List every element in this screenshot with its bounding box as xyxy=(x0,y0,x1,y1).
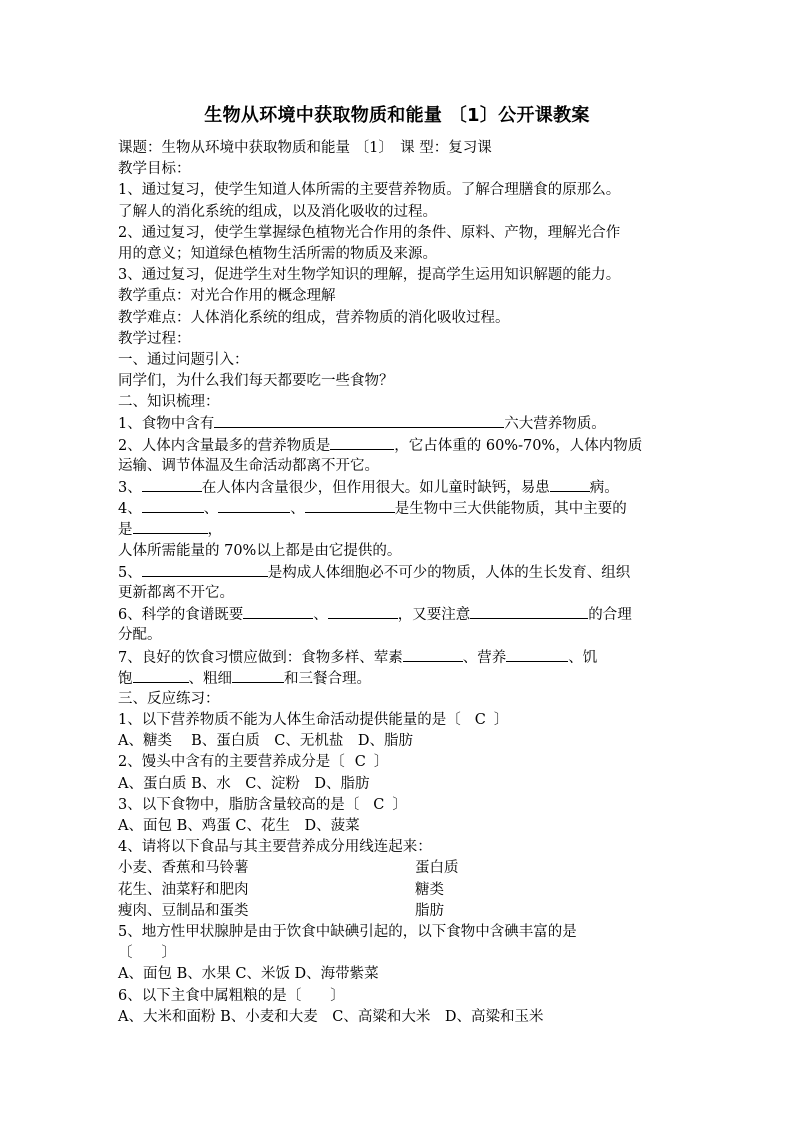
q1-close: 〕 xyxy=(493,712,509,729)
k7-middle: 、营养 xyxy=(462,649,507,666)
k6-sep: 、 xyxy=(313,607,328,624)
k1-suffix: 六大营养物质。 xyxy=(504,416,606,433)
k4-cont-prefix: 是 xyxy=(118,522,133,539)
goal-heading: 教学目标： xyxy=(118,161,191,178)
k7-cont-middle: 、粗细 xyxy=(188,670,232,687)
process-heading: 教学过程： xyxy=(118,330,191,347)
goal-2a: 2、通过复习，使学生掌握绿色植物光合作用的条件、原料、产物，理解光合作 xyxy=(118,224,621,241)
question-6: 6、以下主食中属粗粮的是〔 〕 xyxy=(118,987,345,1004)
fill-blank[interactable] xyxy=(214,413,504,428)
goal-1b: 了解人的消化系统的组成，以及消化吸收的过程。 xyxy=(118,203,437,220)
question-6-options: A、大米和面粉 B、小麦和大麦 C、高粱和大米 D、高粱和玉米 xyxy=(118,1008,544,1025)
matching-nutrient: 脂肪 xyxy=(415,902,444,919)
k4-suffix: 是生物中三大供能物质，其中主要的 xyxy=(394,501,627,518)
knowledge-item-4-cont2: 人体所需能量的 70%以上都是由它提供的。 xyxy=(118,542,402,559)
question-4: 4、请将以下食品与其主要营养成分用线连起来： xyxy=(118,839,432,856)
question-2-options: A、蛋白质 B、水 C、淀粉 D、脂肪 xyxy=(118,775,370,792)
q2-stem: 2、馒头中含有的主要营养成分是〔 xyxy=(118,754,345,771)
k2-suffix: ，它占体重的 60%-70%，人体内物质 xyxy=(394,437,643,454)
k1-prefix: 1、食物中含有 xyxy=(118,416,215,433)
matching-row xyxy=(118,858,678,879)
fill-blank[interactable] xyxy=(142,562,268,577)
question-5: 5、地方性甲状腺肿是由于饮食中缺碘引起的，以下食物中含碘丰富的是 xyxy=(118,923,577,940)
fill-blank[interactable] xyxy=(133,519,208,534)
k6-suffix: 的合理 xyxy=(588,607,632,624)
knowledge-item-7-cont xyxy=(118,668,678,689)
section-2-heading: 二、知识梳理： xyxy=(118,394,220,411)
matching-food: 花生、油菜籽和肥肉 xyxy=(118,881,249,898)
goal-3: 3、通过复习，促进学生对生物学知识的理解，提高学生运用知识解题的能力。 xyxy=(118,267,621,284)
course-line: 课题：生物从环境中获取物质和能量 〔1〕 课 型：复习课 xyxy=(118,140,492,156)
matching-row xyxy=(118,880,678,901)
knowledge-item-5 xyxy=(118,562,678,583)
knowledge-item-4-cont xyxy=(118,519,678,540)
matching-nutrient: 糖类 xyxy=(415,881,444,898)
q3-close: 〕 xyxy=(392,796,407,813)
fill-blank[interactable] xyxy=(218,498,290,513)
k4-cont-suffix: ， xyxy=(207,522,222,539)
knowledge-item-1 xyxy=(118,413,678,434)
fill-blank[interactable] xyxy=(328,604,398,619)
fill-blank[interactable] xyxy=(142,498,204,513)
fill-blank[interactable] xyxy=(243,604,313,619)
k2-prefix: 2、人体内含量最多的营养物质是 xyxy=(118,437,331,454)
fill-blank[interactable] xyxy=(550,477,590,492)
k7-cont-prefix: 饱 xyxy=(118,670,133,687)
k5-suffix: 是构成人体细胞必不可少的物质，人体的生长发育、组织 xyxy=(267,564,631,581)
q3-stem: 3、以下食物中，脂肪含量较高的是〔 xyxy=(118,796,360,813)
fill-blank[interactable] xyxy=(403,647,463,662)
knowledge-item-2 xyxy=(118,435,678,456)
question-2 xyxy=(118,752,678,773)
k7-cont-suffix: 和三餐合理。 xyxy=(284,670,371,687)
k3-suffix: 病。 xyxy=(589,480,619,496)
question-5-options: A、面包 B、水果 C、米饭 D、海带紫菜 xyxy=(118,966,379,983)
q1-answer: C xyxy=(474,712,486,729)
section-1-heading: 一、通过问题引入： xyxy=(118,351,249,368)
section-3-heading: 三、反应练习： xyxy=(118,690,220,707)
knowledge-item-7 xyxy=(118,647,678,668)
k4-sep-2: 、 xyxy=(290,501,305,518)
goal-1a: 1、通过复习，使学生知道人体所需的主要营养物质。了解合理膳食的原那么。 xyxy=(118,182,621,199)
document-title: 生物从环境中获取物质和能量 〔1〕公开课教案 xyxy=(204,105,590,126)
document-body xyxy=(118,138,678,1028)
q2-answer: C xyxy=(354,754,366,771)
q1-stem: 1、以下营养物质不能为人体生命活动提供能量的是〔 xyxy=(118,712,461,729)
knowledge-item-4 xyxy=(118,498,678,519)
section-1-question: 同学们，为什么我们每天都要吃一些食物？ xyxy=(118,373,394,390)
knowledge-item-3 xyxy=(118,477,678,498)
knowledge-item-6 xyxy=(118,604,678,625)
q2-close: 〕 xyxy=(373,754,389,771)
fill-blank[interactable] xyxy=(506,647,568,662)
fill-blank[interactable] xyxy=(133,668,189,683)
key-point: 教学重点：对光合作用的概念理解 xyxy=(118,288,336,305)
question-3 xyxy=(118,795,678,816)
question-1 xyxy=(118,710,678,731)
question-1-options: A、糖类 B、蛋白质 C、无机盐 D、脂肪 xyxy=(118,733,413,750)
k4-prefix: 4、 xyxy=(118,501,142,518)
k6-middle: ，又要注意 xyxy=(397,607,471,624)
fill-blank[interactable] xyxy=(142,477,202,492)
k7-prefix: 7、良好的饮食习惯应做到：食物多样、荤素 xyxy=(118,649,403,666)
knowledge-item-5-cont: 更新都离不开它。 xyxy=(118,584,234,601)
matching-nutrient: 蛋白质 xyxy=(415,860,459,877)
difficult-point: 教学难点：人体消化系统的组成，营养物质的消化吸收过程。 xyxy=(118,309,510,326)
goal-2b: 用的意义；知道绿色植物生活所需的物质及来源。 xyxy=(118,245,437,262)
question-5-bracket: 〔 〕 xyxy=(118,945,176,962)
fill-blank[interactable] xyxy=(232,668,284,683)
knowledge-item-6-cont: 分配。 xyxy=(118,627,162,644)
matching-row xyxy=(118,901,678,922)
question-3-options: A、面包 B、鸡蛋 C、花生 D、菠菜 xyxy=(118,818,360,834)
q3-answer: C xyxy=(373,796,385,813)
k3-prefix: 3、 xyxy=(118,480,142,496)
fill-blank[interactable] xyxy=(470,604,588,619)
matching-food: 瘦肉、豆制品和蛋类 xyxy=(118,902,249,919)
k7-suffix: 、饥 xyxy=(568,649,598,666)
k3-middle: 在人体内含量很少，但作用很大。如儿童时缺钙，易患 xyxy=(201,480,550,496)
fill-blank[interactable] xyxy=(330,435,394,450)
fill-blank[interactable] xyxy=(305,498,395,513)
k5-prefix: 5、 xyxy=(118,564,142,581)
k4-sep-1: 、 xyxy=(203,501,219,518)
k6-prefix: 6、科学的食谱既要 xyxy=(118,607,244,624)
knowledge-item-2-cont: 运输、调节体温及生命活动都离不开它。 xyxy=(118,457,379,474)
matching-food: 小麦、香蕉和马铃薯 xyxy=(118,860,249,877)
